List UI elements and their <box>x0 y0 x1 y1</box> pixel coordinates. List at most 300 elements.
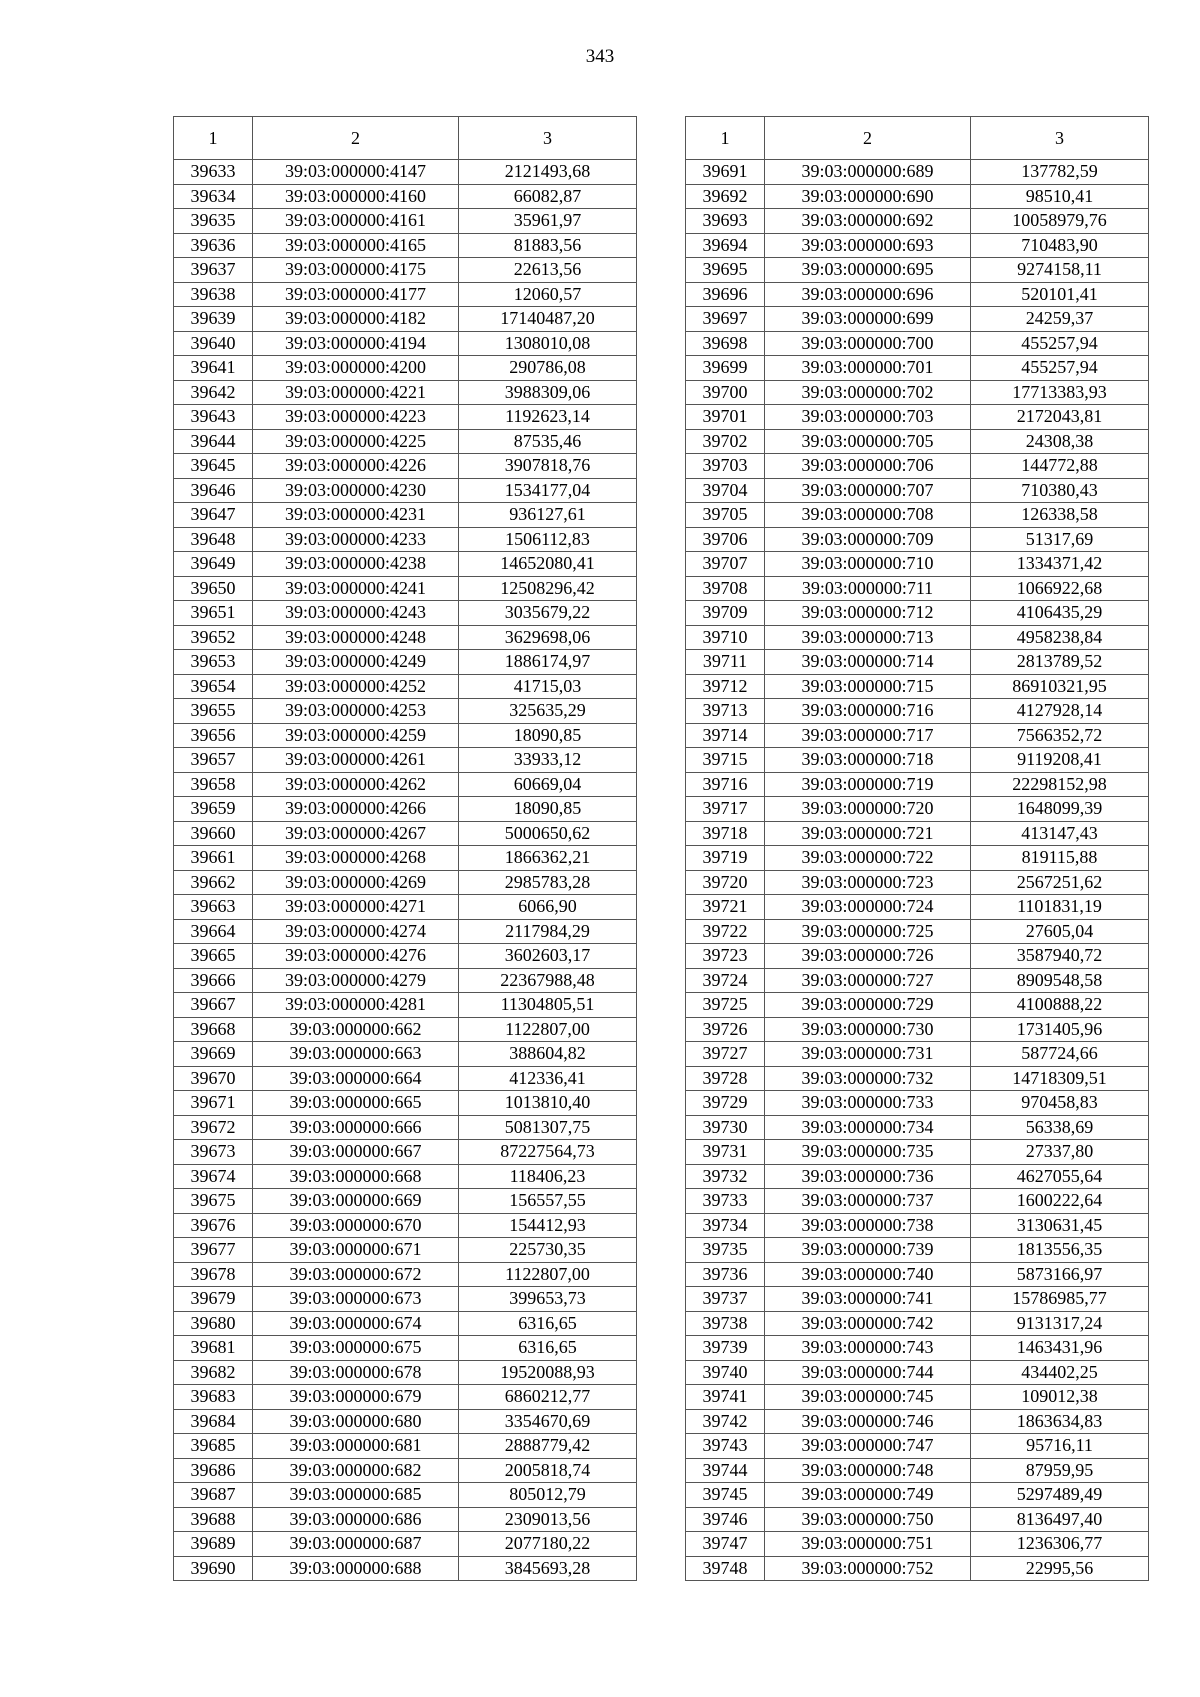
cadastral-value: 35961,97 <box>459 209 637 234</box>
cadastral-value: 10058979,76 <box>971 209 1149 234</box>
row-number: 39707 <box>686 552 765 577</box>
table-body <box>686 160 1149 1581</box>
cadastral-number: 39:03:000000:692 <box>765 209 971 234</box>
cadastral-value: 22995,56 <box>971 1556 1149 1581</box>
row-number: 39634 <box>174 184 253 209</box>
cadastral-number: 39:03:000000:745 <box>765 1385 971 1410</box>
cadastral-value: 87227564,73 <box>459 1140 637 1165</box>
table-row <box>174 160 637 185</box>
table-row <box>174 1042 637 1067</box>
cadastral-value: 81883,56 <box>459 233 637 258</box>
cadastral-value: 9274158,11 <box>971 258 1149 283</box>
table-row <box>174 1409 637 1434</box>
table-row <box>174 1189 637 1214</box>
cadastral-value: 56338,69 <box>971 1115 1149 1140</box>
table-row <box>174 454 637 479</box>
row-number: 39740 <box>686 1360 765 1385</box>
row-number: 39694 <box>686 233 765 258</box>
cadastral-number: 39:03:000000:695 <box>765 258 971 283</box>
cadastral-value: 5000650,62 <box>459 821 637 846</box>
table-row <box>174 993 637 1018</box>
cadastral-value: 325635,29 <box>459 699 637 724</box>
row-number: 39742 <box>686 1409 765 1434</box>
table-row <box>686 1409 1149 1434</box>
cadastral-value: 12508296,42 <box>459 576 637 601</box>
cadastral-value: 109012,38 <box>971 1385 1149 1410</box>
register-table-left <box>173 116 637 1581</box>
cadastral-value: 1334371,42 <box>971 552 1149 577</box>
cadastral-number: 39:03:000000:735 <box>765 1140 971 1165</box>
cadastral-value: 520101,41 <box>971 282 1149 307</box>
cadastral-value: 710380,43 <box>971 478 1149 503</box>
cadastral-value: 1731405,96 <box>971 1017 1149 1042</box>
table-row <box>686 576 1149 601</box>
row-number: 39648 <box>174 527 253 552</box>
table-row <box>686 674 1149 699</box>
row-number: 39659 <box>174 797 253 822</box>
cadastral-number: 39:03:000000:736 <box>765 1164 971 1189</box>
cadastral-value: 2985783,28 <box>459 870 637 895</box>
table-row <box>686 209 1149 234</box>
cadastral-number: 39:03:000000:4226 <box>253 454 459 479</box>
table-row <box>174 184 637 209</box>
row-number: 39665 <box>174 944 253 969</box>
table-row <box>174 576 637 601</box>
cadastral-value: 1013810,40 <box>459 1091 637 1116</box>
header-col-1: 1 <box>686 117 765 160</box>
cadastral-value: 24308,38 <box>971 429 1149 454</box>
table-row <box>174 1287 637 1312</box>
row-number: 39662 <box>174 870 253 895</box>
cadastral-number: 39:03:000000:681 <box>253 1434 459 1459</box>
row-number: 39721 <box>686 895 765 920</box>
table-row <box>686 968 1149 993</box>
row-number: 39722 <box>686 919 765 944</box>
cadastral-value: 19520088,93 <box>459 1360 637 1385</box>
cadastral-number: 39:03:000000:4269 <box>253 870 459 895</box>
row-number: 39690 <box>174 1556 253 1581</box>
row-number: 39685 <box>174 1434 253 1459</box>
table-row <box>686 307 1149 332</box>
cadastral-number: 39:03:000000:4161 <box>253 209 459 234</box>
cadastral-number: 39:03:000000:4274 <box>253 919 459 944</box>
table-header <box>174 117 637 160</box>
cadastral-value: 4958238,84 <box>971 625 1149 650</box>
cadastral-value: 4106435,29 <box>971 601 1149 626</box>
cadastral-number: 39:03:000000:4253 <box>253 699 459 724</box>
row-number: 39686 <box>174 1458 253 1483</box>
row-number: 39646 <box>174 478 253 503</box>
row-number: 39692 <box>686 184 765 209</box>
table-row <box>174 527 637 552</box>
cadastral-number: 39:03:000000:737 <box>765 1189 971 1214</box>
cadastral-number: 39:03:000000:4160 <box>253 184 459 209</box>
cadastral-value: 11304805,51 <box>459 993 637 1018</box>
row-number: 39748 <box>686 1556 765 1581</box>
cadastral-value: 118406,23 <box>459 1164 637 1189</box>
table-row <box>686 331 1149 356</box>
cadastral-value: 3587940,72 <box>971 944 1149 969</box>
cadastral-value: 126338,58 <box>971 503 1149 528</box>
table-row <box>686 1483 1149 1508</box>
row-number: 39741 <box>686 1385 765 1410</box>
cadastral-value: 587724,66 <box>971 1042 1149 1067</box>
table-row <box>174 258 637 283</box>
cadastral-value: 6860212,77 <box>459 1385 637 1410</box>
table-row <box>174 380 637 405</box>
cadastral-number: 39:03:000000:4276 <box>253 944 459 969</box>
table-row <box>686 699 1149 724</box>
cadastral-number: 39:03:000000:712 <box>765 601 971 626</box>
row-number: 39651 <box>174 601 253 626</box>
cadastral-value: 1866362,21 <box>459 846 637 871</box>
row-number: 39663 <box>174 895 253 920</box>
table-row <box>174 1262 637 1287</box>
cadastral-value: 3602603,17 <box>459 944 637 969</box>
cadastral-number: 39:03:000000:741 <box>765 1287 971 1312</box>
table-row <box>686 1336 1149 1361</box>
row-number: 39645 <box>174 454 253 479</box>
cadastral-number: 39:03:000000:4223 <box>253 405 459 430</box>
table-row <box>174 331 637 356</box>
register-table-right <box>685 116 1149 1581</box>
row-number: 39695 <box>686 258 765 283</box>
cadastral-value: 1122807,00 <box>459 1017 637 1042</box>
cadastral-number: 39:03:000000:4252 <box>253 674 459 699</box>
table-row <box>174 209 637 234</box>
cadastral-value: 2813789,52 <box>971 650 1149 675</box>
row-number: 39715 <box>686 748 765 773</box>
table-row <box>174 846 637 871</box>
row-number: 39684 <box>174 1409 253 1434</box>
row-number: 39705 <box>686 503 765 528</box>
cadastral-number: 39:03:000000:4248 <box>253 625 459 650</box>
table-row <box>686 846 1149 871</box>
cadastral-value: 87535,46 <box>459 429 637 454</box>
table-row <box>174 919 637 944</box>
cadastral-number: 39:03:000000:742 <box>765 1311 971 1336</box>
row-number: 39703 <box>686 454 765 479</box>
cadastral-number: 39:03:000000:724 <box>765 895 971 920</box>
table-header <box>686 117 1149 160</box>
table-row <box>174 552 637 577</box>
cadastral-number: 39:03:000000:752 <box>765 1556 971 1581</box>
table-row <box>686 1115 1149 1140</box>
cadastral-value: 1192623,14 <box>459 405 637 430</box>
row-number: 39661 <box>174 846 253 871</box>
table-row <box>686 527 1149 552</box>
table-row <box>686 1042 1149 1067</box>
row-number: 39746 <box>686 1507 765 1532</box>
table-row <box>686 601 1149 626</box>
table-row <box>174 503 637 528</box>
table-row <box>686 1556 1149 1581</box>
row-number: 39687 <box>174 1483 253 1508</box>
header-col-1: 1 <box>174 117 253 160</box>
cadastral-value: 15786985,77 <box>971 1287 1149 1312</box>
row-number: 39696 <box>686 282 765 307</box>
row-number: 39654 <box>174 674 253 699</box>
row-number: 39642 <box>174 380 253 405</box>
row-number: 39723 <box>686 944 765 969</box>
cadastral-value: 4127928,14 <box>971 699 1149 724</box>
table-row <box>686 1238 1149 1263</box>
table-row <box>174 650 637 675</box>
table-row <box>174 944 637 969</box>
row-number: 39747 <box>686 1532 765 1557</box>
cadastral-value: 156557,55 <box>459 1189 637 1214</box>
row-number: 39675 <box>174 1189 253 1214</box>
cadastral-value: 225730,35 <box>459 1238 637 1263</box>
table-row <box>686 454 1149 479</box>
cadastral-number: 39:03:000000:4147 <box>253 160 459 185</box>
cadastral-value: 1101831,19 <box>971 895 1149 920</box>
row-number: 39718 <box>686 821 765 846</box>
table-row <box>686 380 1149 405</box>
row-number: 39649 <box>174 552 253 577</box>
cadastral-number: 39:03:000000:4281 <box>253 993 459 1018</box>
cadastral-value: 455257,94 <box>971 356 1149 381</box>
cadastral-number: 39:03:000000:4271 <box>253 895 459 920</box>
row-number: 39639 <box>174 307 253 332</box>
cadastral-value: 18090,85 <box>459 723 637 748</box>
cadastral-value: 819115,88 <box>971 846 1149 871</box>
cadastral-number: 39:03:000000:662 <box>253 1017 459 1042</box>
table-row <box>686 1385 1149 1410</box>
cadastral-number: 39:03:000000:665 <box>253 1091 459 1116</box>
cadastral-value: 413147,43 <box>971 821 1149 846</box>
row-number: 39727 <box>686 1042 765 1067</box>
table-row <box>686 1140 1149 1165</box>
cadastral-number: 39:03:000000:706 <box>765 454 971 479</box>
row-number: 39678 <box>174 1262 253 1287</box>
cadastral-number: 39:03:000000:696 <box>765 282 971 307</box>
table-row <box>174 1507 637 1532</box>
row-number: 39708 <box>686 576 765 601</box>
cadastral-number: 39:03:000000:726 <box>765 944 971 969</box>
table-row <box>686 282 1149 307</box>
cadastral-value: 17713383,93 <box>971 380 1149 405</box>
row-number: 39650 <box>174 576 253 601</box>
cadastral-number: 39:03:000000:705 <box>765 429 971 454</box>
row-number: 39660 <box>174 821 253 846</box>
cadastral-value: 60669,04 <box>459 772 637 797</box>
cadastral-value: 388604,82 <box>459 1042 637 1067</box>
table-body <box>174 160 637 1581</box>
cadastral-number: 39:03:000000:739 <box>765 1238 971 1263</box>
cadastral-value: 144772,88 <box>971 454 1149 479</box>
cadastral-value: 6066,90 <box>459 895 637 920</box>
table-row <box>686 748 1149 773</box>
cadastral-value: 9119208,41 <box>971 748 1149 773</box>
row-number: 39638 <box>174 282 253 307</box>
row-number: 39719 <box>686 846 765 871</box>
cadastral-value: 5873166,97 <box>971 1262 1149 1287</box>
cadastral-value: 1863634,83 <box>971 1409 1149 1434</box>
cadastral-number: 39:03:000000:727 <box>765 968 971 993</box>
cadastral-number: 39:03:000000:667 <box>253 1140 459 1165</box>
table-row <box>174 699 637 724</box>
cadastral-value: 95716,11 <box>971 1434 1149 1459</box>
cadastral-number: 39:03:000000:722 <box>765 846 971 871</box>
table-row <box>686 1091 1149 1116</box>
row-number: 39743 <box>686 1434 765 1459</box>
cadastral-value: 6316,65 <box>459 1311 637 1336</box>
table-row <box>686 503 1149 528</box>
cadastral-number: 39:03:000000:711 <box>765 576 971 601</box>
table-row <box>686 723 1149 748</box>
header-col-2: 2 <box>253 117 459 160</box>
row-number: 39729 <box>686 1091 765 1116</box>
row-number: 39669 <box>174 1042 253 1067</box>
cadastral-value: 137782,59 <box>971 160 1149 185</box>
cadastral-value: 33933,12 <box>459 748 637 773</box>
table-row <box>174 674 637 699</box>
row-number: 39739 <box>686 1336 765 1361</box>
cadastral-number: 39:03:000000:671 <box>253 1238 459 1263</box>
row-number: 39733 <box>686 1189 765 1214</box>
cadastral-number: 39:03:000000:700 <box>765 331 971 356</box>
table-row <box>686 233 1149 258</box>
row-number: 39682 <box>174 1360 253 1385</box>
cadastral-number: 39:03:000000:685 <box>253 1483 459 1508</box>
row-number: 39693 <box>686 209 765 234</box>
row-number: 39738 <box>686 1311 765 1336</box>
table-row <box>174 601 637 626</box>
cadastral-value: 2309013,56 <box>459 1507 637 1532</box>
cadastral-value: 2567251,62 <box>971 870 1149 895</box>
row-number: 39710 <box>686 625 765 650</box>
row-number: 39667 <box>174 993 253 1018</box>
table-row <box>686 993 1149 1018</box>
cadastral-number: 39:03:000000:744 <box>765 1360 971 1385</box>
cadastral-number: 39:03:000000:701 <box>765 356 971 381</box>
cadastral-value: 27605,04 <box>971 919 1149 944</box>
table-row <box>174 772 637 797</box>
row-number: 39725 <box>686 993 765 1018</box>
row-number: 39731 <box>686 1140 765 1165</box>
table-row <box>686 944 1149 969</box>
row-number: 39640 <box>174 331 253 356</box>
cadastral-value: 2005818,74 <box>459 1458 637 1483</box>
cadastral-number: 39:03:000000:714 <box>765 650 971 675</box>
cadastral-number: 39:03:000000:673 <box>253 1287 459 1312</box>
cadastral-value: 3845693,28 <box>459 1556 637 1581</box>
row-number: 39664 <box>174 919 253 944</box>
cadastral-number: 39:03:000000:738 <box>765 1213 971 1238</box>
cadastral-value: 8909548,58 <box>971 968 1149 993</box>
cadastral-number: 39:03:000000:708 <box>765 503 971 528</box>
cadastral-value: 14652080,41 <box>459 552 637 577</box>
cadastral-number: 39:03:000000:4177 <box>253 282 459 307</box>
header-col-2: 2 <box>765 117 971 160</box>
cadastral-number: 39:03:000000:4249 <box>253 650 459 675</box>
cadastral-number: 39:03:000000:723 <box>765 870 971 895</box>
cadastral-number: 39:03:000000:4241 <box>253 576 459 601</box>
cadastral-number: 39:03:000000:749 <box>765 1483 971 1508</box>
cadastral-value: 12060,57 <box>459 282 637 307</box>
cadastral-number: 39:03:000000:4231 <box>253 503 459 528</box>
row-number: 39666 <box>174 968 253 993</box>
cadastral-value: 1236306,77 <box>971 1532 1149 1557</box>
cadastral-number: 39:03:000000:703 <box>765 405 971 430</box>
cadastral-number: 39:03:000000:734 <box>765 1115 971 1140</box>
cadastral-number: 39:03:000000:709 <box>765 527 971 552</box>
row-number: 39672 <box>174 1115 253 1140</box>
cadastral-value: 936127,61 <box>459 503 637 528</box>
row-number: 39647 <box>174 503 253 528</box>
cadastral-value: 399653,73 <box>459 1287 637 1312</box>
table-row <box>174 1483 637 1508</box>
cadastral-value: 290786,08 <box>459 356 637 381</box>
cadastral-value: 4627055,64 <box>971 1164 1149 1189</box>
cadastral-value: 1534177,04 <box>459 478 637 503</box>
row-number: 39674 <box>174 1164 253 1189</box>
cadastral-number: 39:03:000000:732 <box>765 1066 971 1091</box>
table-row <box>686 1189 1149 1214</box>
cadastral-number: 39:03:000000:4221 <box>253 380 459 405</box>
cadastral-value: 3629698,06 <box>459 625 637 650</box>
cadastral-number: 39:03:000000:4268 <box>253 846 459 871</box>
table-row <box>174 1556 637 1581</box>
table-row <box>686 821 1149 846</box>
header-col-3: 3 <box>459 117 637 160</box>
cadastral-number: 39:03:000000:4225 <box>253 429 459 454</box>
cadastral-value: 970458,83 <box>971 1091 1149 1116</box>
table-row <box>174 723 637 748</box>
cadastral-value: 3130631,45 <box>971 1213 1149 1238</box>
cadastral-number: 39:03:000000:4259 <box>253 723 459 748</box>
table-row <box>174 429 637 454</box>
row-number: 39706 <box>686 527 765 552</box>
cadastral-number: 39:03:000000:675 <box>253 1336 459 1361</box>
cadastral-number: 39:03:000000:699 <box>765 307 971 332</box>
table-row <box>174 1164 637 1189</box>
cadastral-number: 39:03:000000:4266 <box>253 797 459 822</box>
cadastral-number: 39:03:000000:719 <box>765 772 971 797</box>
cadastral-number: 39:03:000000:743 <box>765 1336 971 1361</box>
cadastral-value: 3907818,76 <box>459 454 637 479</box>
table-row <box>686 356 1149 381</box>
row-number: 39680 <box>174 1311 253 1336</box>
table-row <box>686 478 1149 503</box>
cadastral-number: 39:03:000000:707 <box>765 478 971 503</box>
row-number: 39728 <box>686 1066 765 1091</box>
cadastral-value: 6316,65 <box>459 1336 637 1361</box>
cadastral-value: 2888779,42 <box>459 1434 637 1459</box>
table-row <box>686 1164 1149 1189</box>
row-number: 39726 <box>686 1017 765 1042</box>
table-row <box>174 1213 637 1238</box>
table-row <box>174 478 637 503</box>
row-number: 39704 <box>686 478 765 503</box>
row-number: 39643 <box>174 405 253 430</box>
cadastral-value: 710483,90 <box>971 233 1149 258</box>
row-number: 39699 <box>686 356 765 381</box>
row-number: 39697 <box>686 307 765 332</box>
table-row <box>174 1532 637 1557</box>
table-row <box>686 552 1149 577</box>
row-number: 39691 <box>686 160 765 185</box>
table-row <box>686 160 1149 185</box>
cadastral-number: 39:03:000000:4182 <box>253 307 459 332</box>
cadastral-value: 1813556,35 <box>971 1238 1149 1263</box>
table-row <box>686 650 1149 675</box>
cadastral-value: 1648099,39 <box>971 797 1149 822</box>
cadastral-number: 39:03:000000:4279 <box>253 968 459 993</box>
cadastral-number: 39:03:000000:669 <box>253 1189 459 1214</box>
row-number: 39656 <box>174 723 253 748</box>
